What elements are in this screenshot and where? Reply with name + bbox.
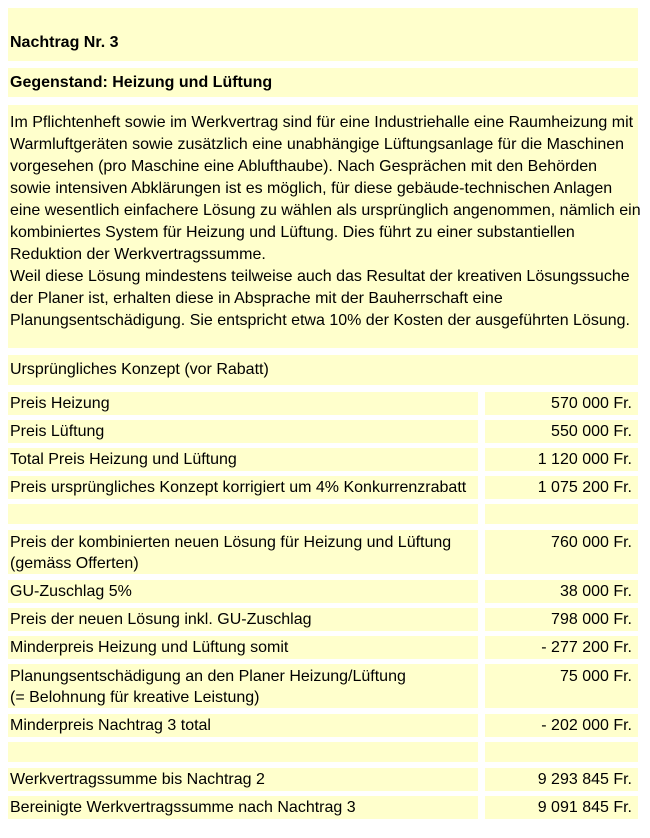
row-label-line2: (gemäss Offerten)	[10, 555, 139, 572]
row-label	[8, 530, 478, 574]
row-label: Minderpreis Heizung und Lüftung somit	[8, 636, 478, 659]
table-row	[8, 664, 638, 708]
paragraph-line: Planungsentschädigung. Sie entspricht etwa 10% der Kosten der ausgeführten Lösung.	[10, 312, 630, 329]
paragraph-line: Warmluftgeräten sowie zusätzlich eine unabhängige Lüftungsanlage für die Maschinen	[10, 136, 625, 153]
table-row	[8, 714, 638, 737]
row-value	[485, 742, 638, 762]
paragraph-line: eine wesentlich einfachere Lösung zu wählen als ursprünglich angenommen, nämlich ein	[10, 202, 641, 219]
row-label: Total Preis Heizung und Lüftung	[8, 448, 478, 471]
row-label: Preis ursprüngliches Konzept korrigiert um 4% Konkurrenzrabatt	[8, 476, 478, 499]
table-row	[8, 448, 638, 471]
table-row	[8, 530, 638, 574]
table-row	[8, 608, 638, 631]
spacer-row	[8, 504, 638, 524]
row-label-line2: (= Belohnung für kreative Leistung)	[10, 689, 260, 706]
section-header-row: Ursprüngliches Konzept (vor Rabatt)	[8, 355, 638, 385]
table-row	[8, 636, 638, 659]
paragraph-line: Weil diese Lösung mindestens teilweise auch das Resultat der kreativen Lösungssuche	[10, 268, 630, 285]
row-label: GU-Zuschlag 5%	[8, 580, 478, 603]
row-label-line1: Planungsentschädigung an den Planer Heizung/Lüftung	[10, 668, 406, 685]
description-paragraph	[8, 105, 641, 348]
row-label: Preis Lüftung	[8, 420, 478, 443]
row-label: Minderpreis Nachtrag 3 total	[8, 714, 478, 737]
paragraph-line: der Planer ist, erhalten diese in Absprache mit der Bauherrschaft eine	[10, 290, 503, 307]
table-row	[8, 420, 638, 443]
row-label: Bereinigte Werkvertragssumme nach Nachtrag 3	[8, 796, 478, 819]
paragraph-line: Reduktion der Werkvertragssumme.	[10, 246, 266, 263]
row-value: 798 000 Fr.	[485, 608, 638, 631]
row-value: 9 293 845 Fr.	[485, 768, 638, 791]
table-row	[8, 392, 638, 415]
row-value: 9 091 845 Fr.	[485, 796, 638, 819]
cost-table	[8, 355, 638, 819]
row-label	[8, 742, 478, 762]
document-title: Nachtrag Nr. 3	[8, 8, 638, 61]
row-value: 75 000 Fr.	[485, 664, 638, 708]
paragraph-line: Im Pflichtenheft sowie im Werkvertrag sind für eine Industriehalle eine Raumheizung mit	[10, 114, 634, 131]
nachtrag-document	[8, 8, 641, 824]
row-value: 1 120 000 Fr.	[485, 448, 638, 471]
document-subject: Gegenstand: Heizung und Lüftung	[8, 68, 638, 97]
row-value: 38 000 Fr.	[485, 580, 638, 603]
paragraph-line: kombiniertes System für Heizung und Lüftung. Dies führt zu einer substantiellen	[10, 224, 575, 241]
table-row	[8, 476, 638, 499]
row-value	[485, 504, 638, 524]
row-label	[8, 664, 478, 708]
paragraph-line: vorgesehen (pro Maschine eine Ablufthaube). Nach Gesprächen mit den Behörden	[10, 158, 598, 175]
row-value: - 277 200 Fr.	[485, 636, 638, 659]
row-value: 1 075 200 Fr.	[485, 476, 638, 499]
table-row	[8, 580, 638, 603]
row-label	[8, 504, 478, 524]
table-row	[8, 796, 638, 819]
row-value: 760 000 Fr.	[485, 530, 638, 574]
row-value: - 202 000 Fr.	[485, 714, 638, 737]
spacer-row	[8, 742, 638, 762]
row-label: Preis der neuen Lösung inkl. GU-Zuschlag	[8, 608, 478, 631]
row-label: Preis Heizung	[8, 392, 478, 415]
row-label: Werkvertragssumme bis Nachtrag 2	[8, 768, 478, 791]
row-value: 570 000 Fr.	[485, 392, 638, 415]
paragraph-line: sowie intensiven Abklärungen ist es möglich, für diese gebäude-technischen Anlagen	[10, 180, 613, 197]
row-value: 550 000 Fr.	[485, 420, 638, 443]
row-label-line1: Preis der kombinierten neuen Lösung für Heizung und Lüftung	[10, 534, 452, 551]
table-row	[8, 768, 638, 791]
